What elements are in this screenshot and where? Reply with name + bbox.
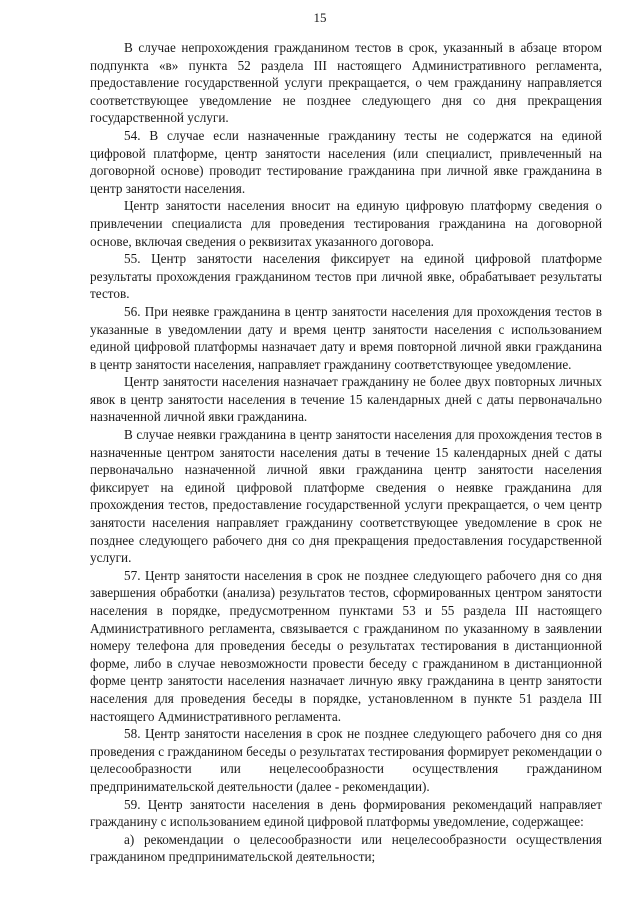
page-number: 15 bbox=[313, 10, 327, 25]
paragraph-specialist-info: Центр занятости населения вносит на единую цифровую платформу сведения о привлечении специалиста для проведения тестирования гражданина на договорной основе, включая сведения о реквизитах указанного договора. bbox=[90, 198, 602, 249]
paragraph-59: 59. Центр занятости населения в день формирования рекомендаций направляет гражданину с использованием единой цифровой платформы уведомление, содержащее: bbox=[90, 796, 602, 830]
paragraph-59-a: а) рекомендации о целесообразности или нецелесообразности осуществления гражданином предпринимательской деятельности; bbox=[90, 831, 602, 865]
paragraph-58: 58. Центр занятости населения в срок не позднее следующего рабочего дня со дня проведения с гражданином беседы о результатах тестирования формирует рекомендации о целесообразности или нецелесообразности осуществления гражданином предпринимательской деятельности (далее - рекомендации). bbox=[90, 726, 602, 794]
paragraph-non-appearance: В случае неявки гражданина в центр занятости населения для прохождения тестов в назначенные центром занятости населения даты в течение 15 календарных дней с даты первоначально назначенной личной явки гражданина центр занятости населения фиксирует на единой цифровой платформе сведения о неявке гражданина для прохождения тестов, предоставление государственной услуги прекращается, о чем центр занятости населения направляет гражданину соответствующее уведомление в срок не позднее следующего рабочего дня со дня прекращения предоставления государственной услуги. bbox=[90, 427, 602, 566]
paragraph-test-failure: В случае непрохождения гражданином тестов в срок, указанный в абзаце втором подпункта «в» пункта 52 раздела III настоящего Административного регламента, предоставление государственной услуги прекращается, о чем гражданину направляется соответствующее уведомление не позднее следующего дня со дня прекращения государственной услуги. bbox=[90, 40, 602, 126]
document-body bbox=[90, 39, 602, 866]
paragraph-56: 56. При неявке гражданина в центр занятости населения для прохождения тестов в указанные в уведомлении дату и время центр занятости населения с использованием единой цифровой платформы назначает дату и время повторной личной явки гражданина в центр занятости населения, направляет гражданину соответствующее уведомление. bbox=[90, 303, 602, 372]
paragraph-57: 57. Центр занятости населения в срок не позднее следующего рабочего дня со дня завершения обработки (анализа) результатов тестов, сформированных центром занятости населения в порядке, предусмотренном пунктами 53 и 55 раздела III настоящего Административного регламента, связывается с гражданином по указанному в заявлении номеру телефона для проведения беседы о результатах тестирования в дистанционной форме, либо в случае невозможности провести беседу с гражданином в дистанционной форме центр занятости населения назначает личную явку гражданина в центр занятости населения для проведения беседы в порядке, установленном в пункте 51 раздела III настоящего Административного регламента. bbox=[90, 567, 602, 724]
paragraph-54: 54. В случае если назначенные гражданину тесты не содержатся на единой цифровой платформе, центр занятости населения (или специалист, привлеченный на договорной основе) проводит тестирование гражданина при личной явке гражданина в центр занятости населения. bbox=[90, 127, 602, 196]
paragraph-55: 55. Центр занятости населения фиксирует на единой цифровой платформе результаты прохождения гражданином тестов при личной явке, обрабатывает результаты тестов. bbox=[90, 251, 602, 302]
paragraph-repeat-visits: Центр занятости населения назначает гражданину не более двух повторных личных явок в центр занятости населения в течение 15 календарных дней с даты первоначально назначенной личной явки гражданина. bbox=[90, 374, 602, 425]
